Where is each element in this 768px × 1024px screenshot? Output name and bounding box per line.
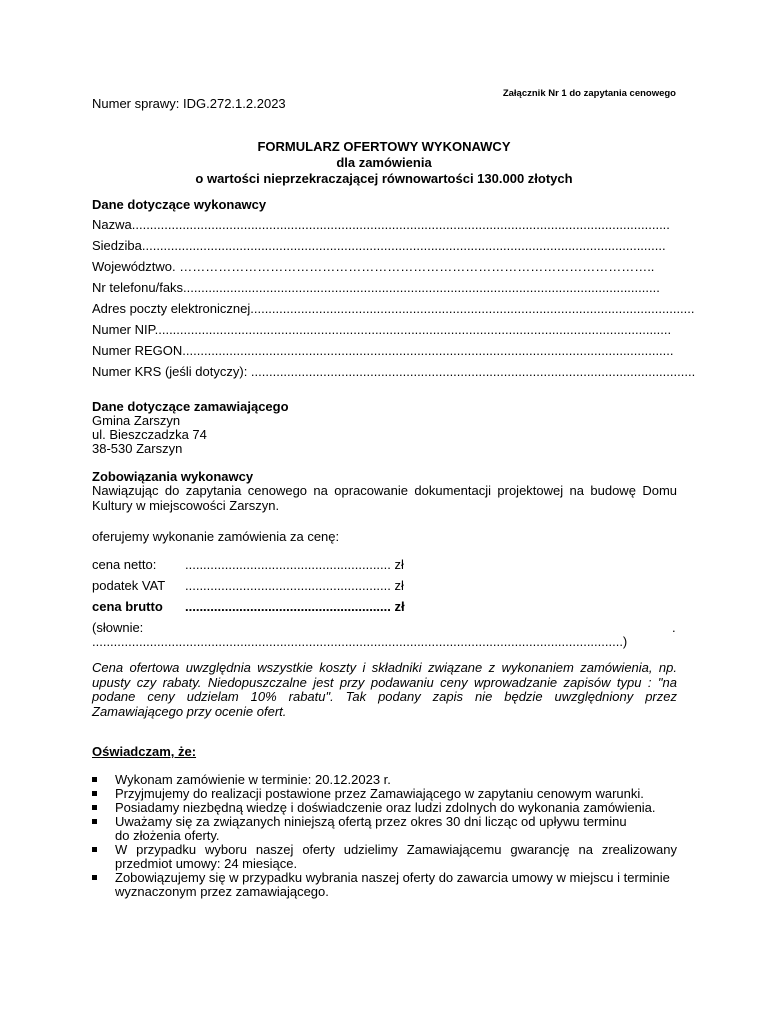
list-item — [92, 773, 677, 787]
ordering-party-street: ul. Bieszczadzka 74 — [92, 427, 207, 442]
currency: zł — [394, 599, 405, 614]
field-label: Numer REGON — [92, 343, 183, 358]
in-words-open: (słownie: — [92, 620, 144, 635]
obligations-text: Nawiązując do zapytania cenowego na opracowanie dokumentacji projektowej na budowę Domu Kultury w miejscowości Zarszyn. — [92, 483, 677, 513]
fill-line: ......................................................... — [185, 599, 391, 614]
in-words-line: ...................................................................................................................................................) — [92, 634, 628, 649]
vat-label: podatek VAT — [92, 578, 166, 593]
net-price-label: cena netto: — [92, 557, 157, 572]
in-words-dot: . — [672, 620, 676, 635]
title-line-3: o wartości nieprzekraczającej równowartości 130.000 złotych — [195, 171, 573, 186]
title-line-1: FORMULARZ OFERTOWY WYKONAWCY — [257, 139, 511, 154]
field-label: Adres poczty elektronicznej — [92, 301, 251, 316]
field-label: Nr telefonu/faks — [92, 280, 184, 295]
list-item — [92, 787, 677, 801]
ordering-party-name: Gmina Zarszyn — [92, 413, 181, 428]
net-price-row — [92, 557, 412, 572]
list-item-text: Posiadamy niezbędną wiedzę i doświadczenie oraz ludzi zdolnych do wykonania zamówienia. — [115, 800, 656, 815]
field-label: Numer NIP — [92, 322, 155, 337]
contractor-heading: Dane dotyczące wykonawcy — [92, 197, 267, 212]
price-note: Cena ofertowa uwzględnia wszystkie koszty i składniki związane z wykonaniem zamówienia, np. upusty czy rabaty. Niedopuszczalne jest przy podawaniu ceny wprowadzanie zapisów typu : "na podane ceny udzielam 10% rabatu". Tak podany zapis nie będzie uwzględniony przez Zamawiającego przy ocenie ofert. — [92, 660, 677, 719]
fill-line: ......................................................... — [185, 578, 391, 593]
list-item — [92, 801, 677, 815]
list-item — [92, 843, 677, 871]
field-label: Numer KRS (jeśli dotyczy): — [92, 364, 251, 379]
list-item — [92, 815, 677, 843]
form-title — [0, 139, 768, 187]
vat-row — [92, 578, 412, 593]
field-phone-fax — [92, 280, 660, 295]
gross-price-label: cena brutto — [92, 599, 163, 614]
field-label: Nazwa — [92, 217, 132, 232]
field-voivodeship — [92, 259, 655, 274]
list-item-text: Uważamy się za związanych niniejszą ofertą przez okres 30 dni licząc od upływu terminu do złożenia oferty. — [115, 814, 627, 843]
list-item-text: W przypadku wyboru naszej oferty udzielimy Zamawiającemu gwarancję na zrealizowany przedmiot umowy: 24 miesiące. — [115, 842, 677, 871]
list-item — [92, 871, 677, 899]
declarations-list — [92, 773, 677, 899]
fill-line: ..................................................................................................................................................... — [131, 217, 670, 232]
bullet-square-icon — [92, 819, 97, 824]
bullet-square-icon — [92, 875, 97, 880]
currency: zł — [394, 578, 404, 593]
title-line-2: dla zamówienia — [336, 155, 432, 170]
fill-line: ……………………………………………………………………………………………….. — [179, 259, 655, 274]
list-item-text: Przyjmujemy do realizacji postawione przez Zamawiającego w zapytaniu cenowym warunki. — [115, 786, 644, 801]
bullet-square-icon — [92, 777, 97, 782]
offer-line: oferujemy wykonanie zamówienia za cenę: — [92, 529, 340, 544]
field-label: Województwo. — [92, 259, 180, 274]
fill-line: ........................................................................................................................................ — [182, 343, 674, 358]
obligations-heading: Zobowiązania wykonawcy — [92, 469, 254, 484]
ordering-party-city: 38-530 Zarszyn — [92, 441, 183, 456]
declarations-heading: Oświadczam, że: — [92, 744, 197, 759]
gross-price-row — [92, 599, 412, 614]
fill-line: ......................................................... — [185, 557, 391, 572]
case-number: Numer sprawy: IDG.272.1.2.2023 — [92, 96, 286, 111]
field-nip — [92, 322, 672, 337]
field-seat — [92, 238, 666, 253]
bullet-square-icon — [92, 791, 97, 796]
fill-line: .................................................................................................................................... — [183, 280, 660, 295]
currency: zł — [394, 557, 404, 572]
bullet-square-icon — [92, 847, 97, 852]
attachment-note: Załącznik Nr 1 do zapytania cenowego — [502, 88, 676, 99]
field-label: Siedziba — [92, 238, 142, 253]
bullet-square-icon — [92, 805, 97, 810]
field-regon — [92, 343, 674, 358]
field-name — [92, 217, 670, 232]
list-item-text: Wykonam zamówienie w terminie: 20.12.2023 r. — [115, 772, 391, 787]
fill-line: ................................................................................................................................................. — [141, 238, 666, 253]
fill-line: ........................................................................................................................... — [250, 301, 695, 316]
fill-line: ........................................................................................................................... — [250, 364, 696, 379]
fill-line: ............................................................................................................................................... — [154, 322, 672, 337]
list-item-text: Zobowiązujemy się w przypadku wybrania naszej oferty do zawarcia umowy w miejscu i terminie wyznaczonym przez zamawiającego. — [115, 870, 670, 899]
field-krs — [92, 364, 696, 379]
ordering-party-heading: Dane dotyczące zamawiającego — [92, 399, 289, 414]
field-email — [92, 301, 695, 316]
